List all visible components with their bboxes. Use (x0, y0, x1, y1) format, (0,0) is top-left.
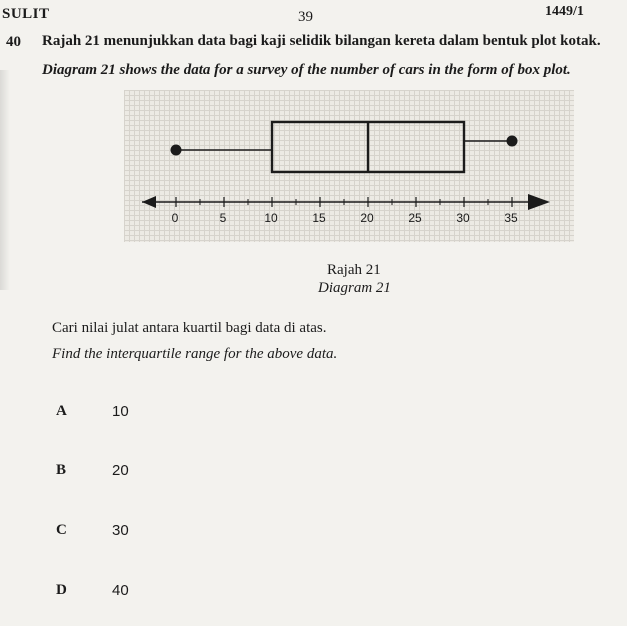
figure-caption-english: Diagram 21 (318, 280, 391, 296)
min-point (171, 145, 182, 156)
option-b-value[interactable]: 20 (112, 462, 129, 479)
scan-edge-shadow (0, 70, 10, 290)
page-number: 39 (298, 9, 313, 25)
axis-tick-label-35: 35 (504, 211, 518, 225)
option-d-value[interactable]: 40 (112, 582, 129, 599)
option-c-letter[interactable]: C (56, 522, 67, 538)
axis-tick-label-15: 15 (312, 211, 326, 225)
instruction-english: Find the interquartile range for the above data. (52, 346, 338, 362)
paper-code: 1449/1 (545, 4, 584, 19)
question-text-english: Diagram 21 shows the data for a survey of the number of cars in the form of box plot. (42, 62, 571, 78)
instruction-malay: Cari nilai julat antara kuartil bagi data di atas. (52, 320, 327, 336)
axis-arrow-left (142, 196, 156, 208)
option-d-letter[interactable]: D (56, 582, 67, 598)
axis-tick-label-10: 10 (264, 211, 278, 225)
option-c-value[interactable]: 30 (112, 522, 129, 539)
option-b-letter[interactable]: B (56, 462, 67, 478)
box-plot-svg (124, 90, 574, 242)
header-sulit: SULIT (2, 6, 50, 22)
figure-caption-malay: Rajah 21 (327, 262, 381, 278)
axis-tick-label-5: 5 (219, 211, 227, 225)
box-plot-figure (124, 90, 574, 242)
axis-tick-label-0: 0 (171, 211, 179, 225)
question-text-malay: Rajah 21 menunjukkan data bagi kaji selidik bilangan kereta dalam bentuk plot kotak. (42, 33, 601, 49)
option-a-value[interactable]: 10 (112, 403, 129, 420)
axis-tick-label-30: 30 (456, 211, 470, 225)
axis-arrow-right (528, 194, 550, 210)
axis-tick-label-20: 20 (360, 211, 374, 225)
option-a-letter[interactable]: A (56, 403, 67, 419)
question-number: 40 (6, 34, 21, 50)
max-point (507, 136, 518, 147)
axis-tick-label-25: 25 (408, 211, 422, 225)
